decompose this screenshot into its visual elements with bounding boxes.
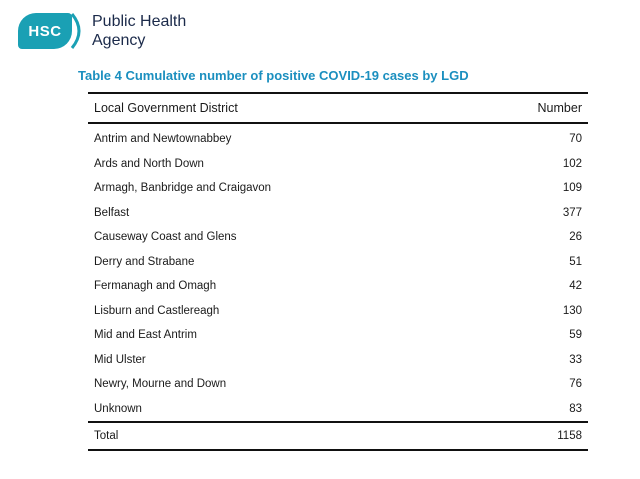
table-header-row — [88, 94, 588, 122]
table-title: Table 4 Cumulative number of positive COVID-19 cases by LGD — [78, 68, 469, 83]
row-district: Newry, Mourne and Down — [94, 378, 227, 391]
table-row — [88, 201, 588, 226]
row-district: Mid Ulster — [94, 353, 146, 366]
row-district: Lisburn and Castlereagh — [94, 304, 220, 317]
table-row — [88, 152, 588, 177]
row-district: Causeway Coast and Glens — [94, 231, 237, 244]
row-district: Armagh, Banbridge and Craigavon — [94, 182, 272, 195]
logo-line-2: Agency — [92, 32, 146, 49]
row-number: 70 — [569, 133, 582, 146]
row-district: Fermanagh and Omagh — [94, 280, 217, 293]
table-total-row — [88, 423, 588, 449]
table-row — [88, 274, 588, 299]
header-number: Number — [537, 101, 582, 115]
total-label: Total — [94, 430, 119, 442]
hsc-logo-badge — [18, 13, 72, 49]
row-number: 26 — [569, 231, 582, 244]
row-district: Belfast — [94, 206, 130, 219]
table-row — [88, 127, 588, 152]
row-district: Unknown — [94, 402, 142, 415]
table-row — [88, 250, 588, 275]
logo-line-1: Public Health — [92, 13, 187, 30]
row-number: 377 — [562, 206, 582, 219]
table-row — [88, 323, 588, 348]
row-district: Derry and Strabane — [94, 255, 195, 268]
table-row — [88, 397, 588, 422]
table-bottom-rule — [88, 449, 588, 451]
table-row — [88, 225, 588, 250]
row-district: Antrim and Newtownabbey — [94, 133, 232, 146]
row-number: 102 — [562, 157, 582, 170]
table-row — [88, 176, 588, 201]
hsc-logo — [18, 10, 186, 52]
row-number: 130 — [562, 304, 582, 317]
row-number: 42 — [569, 280, 582, 293]
row-number: 109 — [562, 182, 582, 195]
row-number: 76 — [569, 378, 582, 391]
table-row — [88, 299, 588, 324]
table-body — [88, 124, 588, 421]
row-district: Ards and North Down — [94, 157, 204, 170]
table-row — [88, 348, 588, 373]
row-number: 83 — [569, 402, 582, 415]
logo-arc-icon — [68, 12, 88, 50]
header-district: Local Government District — [94, 101, 238, 115]
total-number: 1158 — [557, 430, 582, 442]
logo-wordmark — [92, 12, 186, 50]
row-number: 33 — [569, 353, 582, 366]
lgd-cases-table — [88, 92, 588, 451]
table-row — [88, 372, 588, 397]
row-district: Mid and East Antrim — [94, 329, 197, 342]
row-number: 59 — [569, 329, 582, 342]
row-number: 51 — [569, 255, 582, 268]
hsc-logo-badge-text: HSC — [28, 22, 62, 40]
